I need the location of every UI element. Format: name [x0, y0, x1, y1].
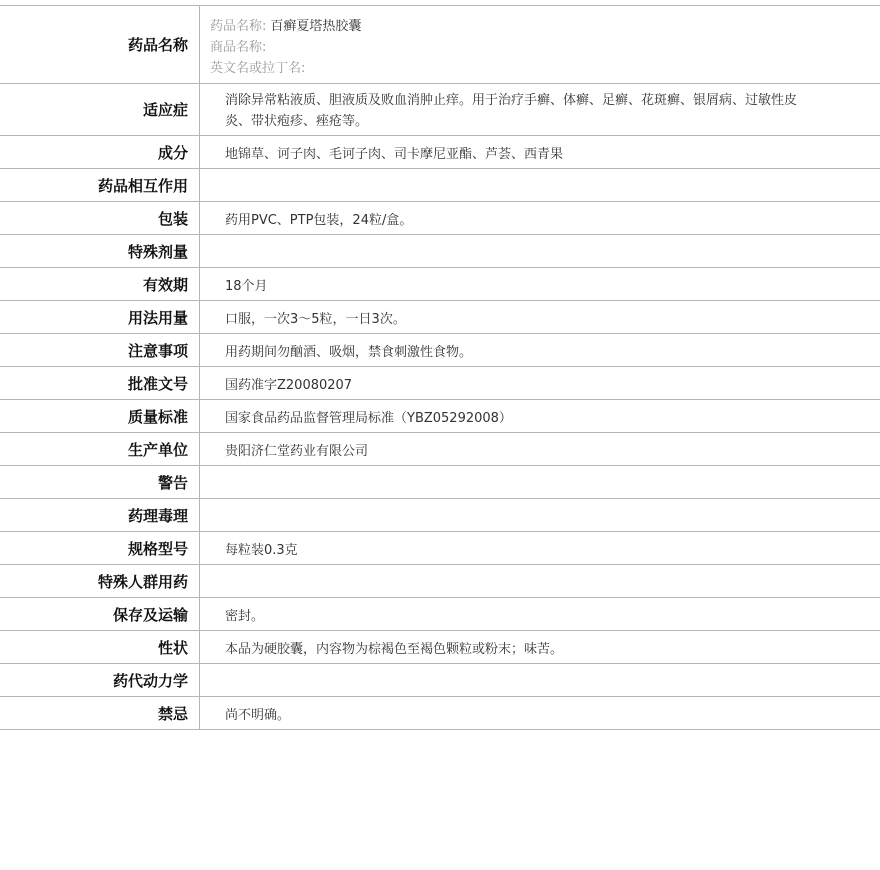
english-name-key: 英文名或拉丁名: [210, 61, 306, 76]
row-precautions [0, 334, 880, 367]
row-storage [0, 598, 880, 631]
row-special-dosage [0, 235, 880, 268]
row-label: 药品相互作用 [0, 169, 200, 201]
row-value: 用药期间勿酗酒、吸烟，禁食刺激性食物。 [225, 344, 473, 360]
row-pharmacology [0, 499, 880, 532]
row-label: 特殊人群用药 [0, 565, 200, 597]
generic-name-line [210, 16, 820, 37]
row-value: 国家食品药品监督管理局标准（YBZ05292008） [225, 410, 512, 426]
row-shelf-life [0, 268, 880, 301]
row-label: 药理毒理 [0, 499, 200, 531]
row-value: 18个月 [225, 278, 268, 294]
row-label: 保存及运输 [0, 598, 200, 630]
row-drug-name [0, 6, 880, 84]
row-value: 国药准字Z20080207 [225, 377, 353, 393]
row-value: 消除异常粘液质、胆液质及败血消肿止痒。用于治疗手癣、体癣、足癣、花斑癣、银屑病、过敏性皮炎、带状疱疹、痤疮等。 [225, 93, 798, 129]
row-label: 适应症 [0, 84, 200, 135]
english-name-line [210, 58, 820, 79]
row-label-drug-name: 药品名称 [0, 6, 200, 83]
row-value [200, 499, 880, 531]
row-ingredients [0, 136, 880, 169]
generic-name-value: 百癣夏塔热胶囊 [270, 19, 362, 34]
row-specification [0, 532, 880, 565]
row-value: 口服，一次3～5粒，一日3次。 [225, 311, 406, 327]
row-value [200, 565, 880, 597]
row-value [200, 664, 880, 696]
row-drug-interactions [0, 169, 880, 202]
row-value: 地锦草、诃子肉、毛诃子肉、司卡摩尼亚酯、芦荟、西青果 [225, 146, 564, 162]
row-label: 批准文号 [0, 367, 200, 399]
row-label: 禁忌 [0, 697, 200, 729]
row-label: 规格型号 [0, 532, 200, 564]
row-dosage [0, 301, 880, 334]
row-label: 成分 [0, 136, 200, 168]
row-label: 质量标准 [0, 400, 200, 432]
row-pharmacokinetics [0, 664, 880, 697]
row-value [200, 235, 880, 267]
row-warning [0, 466, 880, 499]
row-label: 特殊剂量 [0, 235, 200, 267]
row-special-populations [0, 565, 880, 598]
row-description [0, 631, 880, 664]
generic-name-key: 药品名称: [210, 19, 267, 34]
trade-name-key: 商品名称: [210, 40, 267, 55]
trade-name-line [210, 37, 820, 58]
drug-name-values [200, 6, 880, 83]
row-value: 药用PVC、PTP包装，24粒/盒。 [225, 212, 413, 228]
row-label: 生产单位 [0, 433, 200, 465]
row-value [200, 466, 880, 498]
row-value: 本品为硬胶囊，内容物为棕褐色至褐色颗粒或粉末；味苦。 [225, 641, 564, 657]
row-label: 用法用量 [0, 301, 200, 333]
row-value: 尚不明确。 [225, 707, 291, 723]
row-packaging [0, 202, 880, 235]
row-label: 性状 [0, 631, 200, 663]
row-label: 注意事项 [0, 334, 200, 366]
row-quality-standard [0, 400, 880, 433]
row-value: 每粒装0.3克 [225, 542, 298, 558]
drug-spec-table [0, 5, 880, 730]
row-value: 贵阳济仁堂药业有限公司 [225, 443, 369, 459]
row-label: 包装 [0, 202, 200, 234]
row-approval-number [0, 367, 880, 400]
row-label: 有效期 [0, 268, 200, 300]
row-value [200, 169, 880, 201]
row-label: 警告 [0, 466, 200, 498]
row-label: 药代动力学 [0, 664, 200, 696]
row-indications [0, 84, 880, 136]
row-value: 密封。 [225, 608, 265, 624]
row-manufacturer [0, 433, 880, 466]
row-contraindications [0, 697, 880, 730]
